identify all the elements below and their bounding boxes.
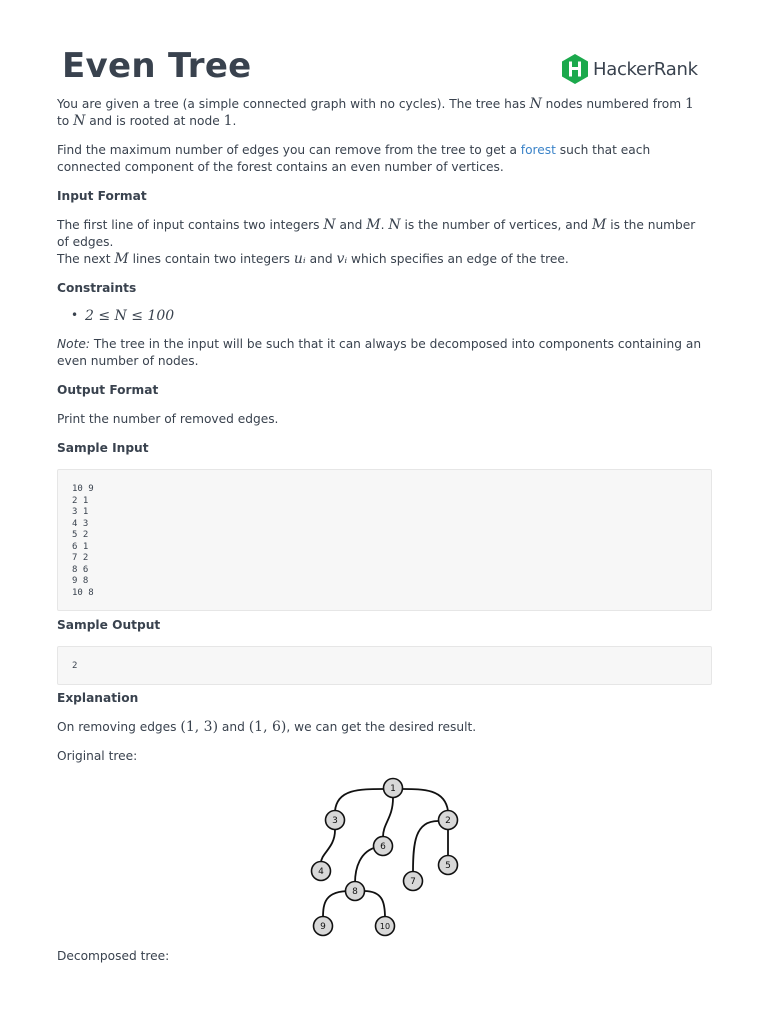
math-u: uᵢ — [293, 251, 306, 267]
input-text: is the number of vertices, and — [400, 218, 593, 232]
math-m: M — [366, 217, 381, 233]
tree-node-label: 1 — [390, 784, 396, 794]
tree-node-2 — [439, 811, 458, 830]
explanation-text: and — [218, 720, 249, 734]
task-paragraph — [57, 142, 712, 176]
task-text: such that each — [555, 143, 651, 157]
intro-text: to — [57, 114, 74, 128]
tree-edge — [383, 798, 393, 837]
intro-text: nodes numbered from — [541, 97, 685, 111]
intro-text: You are given a tree (a simple connected graph with no cycles). The tree has — [57, 97, 530, 111]
math-v: vᵢ — [336, 251, 348, 267]
tree-node-4 — [312, 862, 331, 881]
note-paragraph — [57, 336, 712, 370]
input-text: The next — [57, 252, 115, 266]
input-text: and — [335, 218, 367, 232]
input-text: The first line of input contains two integers — [57, 218, 324, 232]
note-text: The tree in the input will be such that it can always be decomposed into components containing an — [89, 337, 702, 351]
math-n: N — [73, 113, 86, 129]
input-text: . — [380, 218, 389, 232]
hackerrank-logo[interactable] — [560, 53, 698, 85]
sample-output-code: 2 — [72, 661, 78, 671]
tree-edge — [335, 789, 383, 811]
note-text: even number of nodes. — [57, 354, 199, 368]
tree-node-label: 6 — [380, 842, 386, 852]
output-format-text: Print the number of removed edges. — [57, 412, 279, 426]
sample-output-box[interactable] — [57, 646, 712, 685]
input-text: and — [305, 252, 337, 266]
decomposed-tree-label: Decomposed tree: — [57, 949, 170, 963]
sample-output-heading: Sample Output — [57, 618, 161, 632]
input-format-heading: Input Format — [57, 189, 147, 203]
math-m: M — [592, 217, 607, 233]
original-tree-label: Original tree: — [57, 749, 138, 763]
intro-paragraph — [57, 96, 712, 130]
math-edge-1-6: (1, 6) — [248, 719, 287, 735]
tree-node-label: 7 — [410, 877, 416, 887]
input-text: lines contain two integers — [128, 252, 294, 266]
forest-link[interactable]: forest — [520, 143, 556, 157]
tree-node-8 — [346, 882, 365, 901]
math-m: M — [114, 251, 129, 267]
page-title: Even Tree — [62, 46, 252, 86]
explanation-paragraph — [57, 719, 712, 736]
hackerrank-hex-icon — [560, 53, 590, 85]
input-text: is the number — [606, 218, 696, 232]
constraint-bullet: • — [71, 308, 79, 322]
input-text: of edges. — [57, 235, 114, 249]
math-n: N — [323, 217, 336, 233]
original-tree-diagram — [305, 773, 475, 945]
tree-edge — [413, 821, 438, 872]
input-text: which specifies an edge of the tree. — [347, 252, 569, 266]
tree-node-label: 3 — [332, 816, 338, 826]
math-n: N — [529, 96, 542, 112]
task-text: connected component of the forest contains an even number of vertices. — [57, 160, 504, 174]
constraint-expression: 2 ≤ N ≤ 100 — [85, 308, 175, 324]
sample-input-heading: Sample Input — [57, 441, 149, 455]
tree-edge — [364, 891, 385, 918]
logo-text: HackerRank — [593, 58, 698, 80]
tree-node-9 — [314, 917, 333, 936]
explanation-text: On removing edges — [57, 720, 181, 734]
tree-node-label: 2 — [445, 816, 451, 826]
tree-edge — [403, 789, 448, 811]
math-one: 1 — [223, 113, 233, 129]
tree-node-label: 10 — [379, 922, 391, 931]
tree-node-label: 8 — [352, 887, 358, 897]
tree-node-label: 9 — [320, 922, 326, 932]
math-one: 1 — [684, 96, 694, 112]
math-edge-1-3: (1, 3) — [180, 719, 219, 735]
explanation-heading: Explanation — [57, 691, 139, 705]
tree-node-10 — [376, 917, 395, 936]
tree-edge — [355, 847, 377, 883]
task-text: Find the maximum number of edges you can remove from the tree to get a — [57, 143, 521, 157]
explanation-text: , we can get the desired result. — [286, 720, 477, 734]
intro-text: and is rooted at node — [85, 114, 224, 128]
sample-input-code: 10 9 2 1 3 1 4 3 5 2 6 1 7 2 8 6 9 8 10 8 — [72, 484, 94, 598]
tree-edge — [321, 830, 335, 863]
constraints-heading: Constraints — [57, 281, 137, 295]
tree-node-3 — [326, 811, 345, 830]
math-n: N — [388, 217, 401, 233]
intro-text: . — [232, 114, 237, 128]
tree-node-7 — [404, 872, 423, 891]
tree-node-label: 4 — [318, 867, 324, 877]
tree-node-6 — [374, 837, 393, 856]
note-label: Note: — [57, 337, 90, 351]
tree-node-label: 5 — [445, 861, 451, 871]
tree-node-1 — [384, 779, 403, 798]
sample-input-box[interactable] — [57, 469, 712, 611]
output-format-heading: Output Format — [57, 383, 159, 397]
input-format-paragraph — [57, 217, 712, 268]
tree-node-5 — [439, 856, 458, 875]
